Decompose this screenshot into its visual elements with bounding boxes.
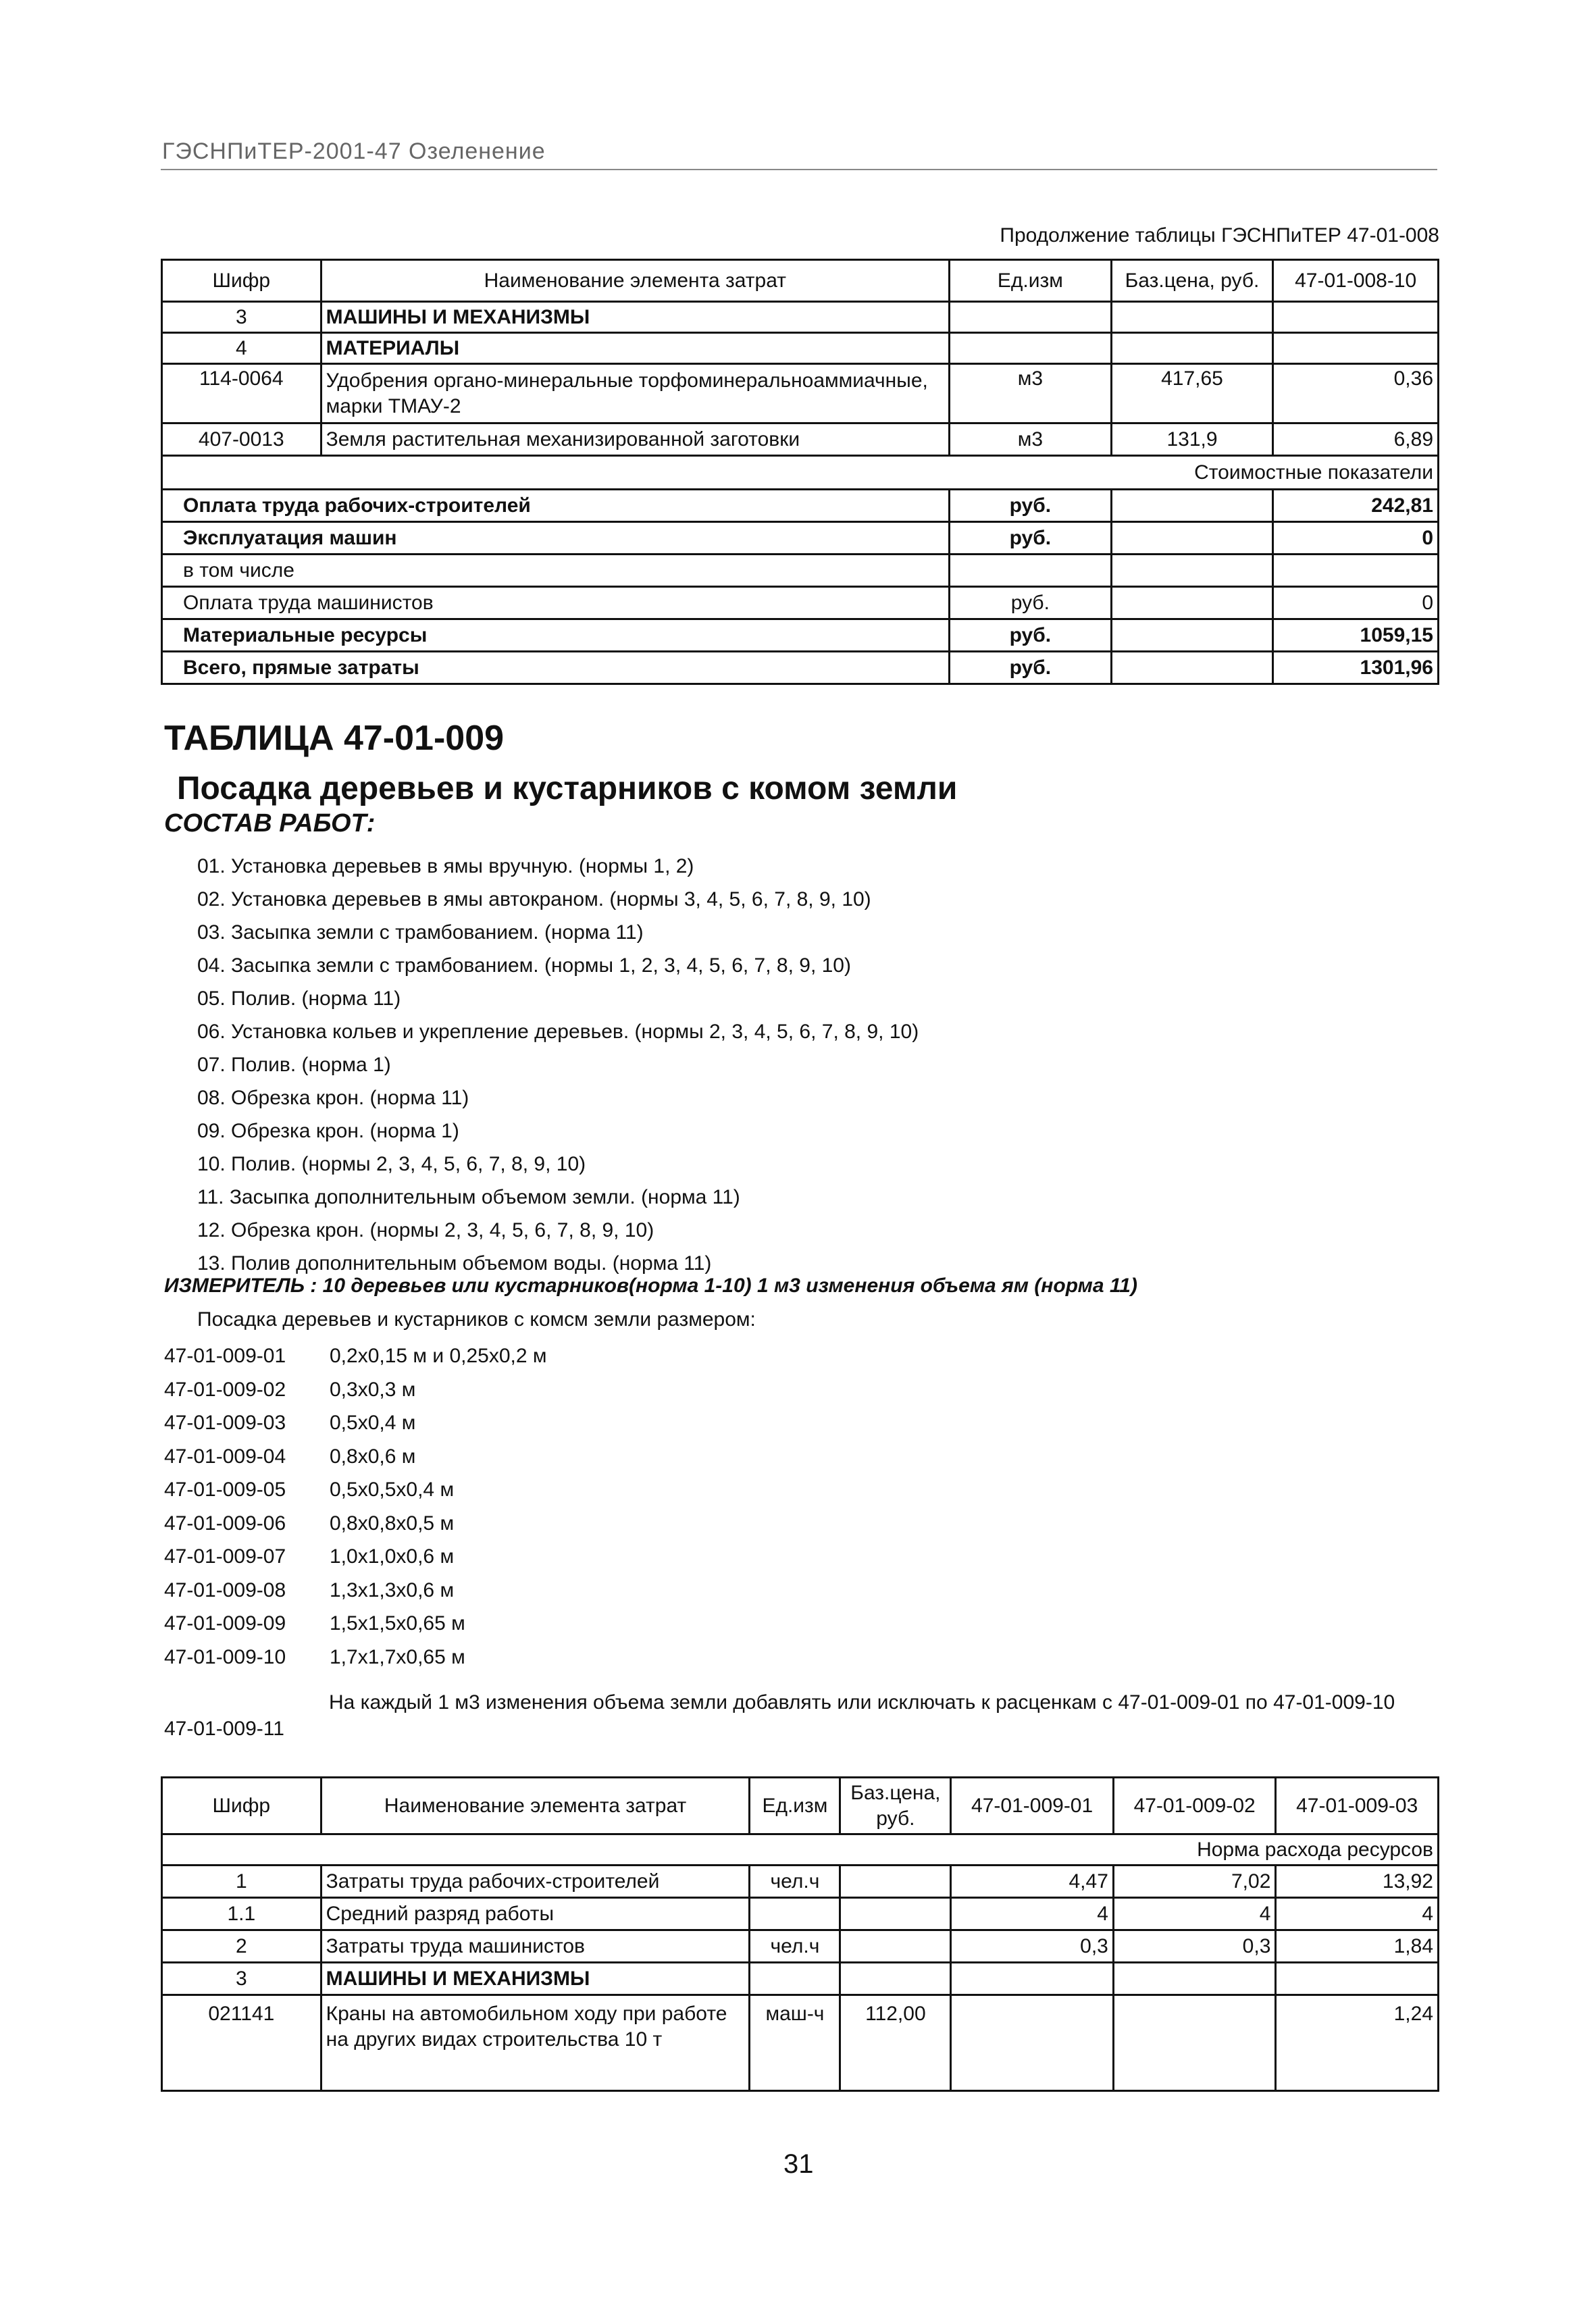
list-item (164, 1641, 547, 1674)
cell-unit: чел.ч (750, 1866, 840, 1898)
list-item (164, 1440, 547, 1474)
col-header: 47-01-009-01 (951, 1778, 1114, 1834)
size-value: 0,5х0,5х0,4 м (330, 1479, 455, 1501)
cost-price (1111, 587, 1273, 619)
cost-value: 242,81 (1273, 490, 1439, 522)
cost-unit: руб. (950, 619, 1112, 652)
cell-value: 1,24 (1276, 1995, 1439, 2091)
cost-price (1111, 652, 1273, 684)
table-row (162, 302, 1439, 333)
col-header: Баз.цена, руб. (840, 1778, 951, 1834)
planting-intro: Посадка деревьев и кустарников с комсм земли размером: (197, 1308, 756, 1331)
norm-header-row (162, 1834, 1439, 1866)
cell-unit: чел.ч (750, 1930, 840, 1963)
cell-name: Затраты труда рабочих-строителей (321, 1866, 750, 1898)
list-item (164, 1607, 547, 1641)
cell-price (840, 1930, 951, 1963)
size-value: 0,8х0,6 м (330, 1445, 416, 1468)
cell-value: 0,3 (1113, 1930, 1276, 1963)
cost-row (162, 522, 1439, 555)
col-header: Ед.изм (950, 260, 1112, 302)
col-header: Наименование элемента затрат (321, 260, 949, 302)
cost-row (162, 619, 1439, 652)
col-header: Наименование элемента затрат (321, 1778, 750, 1834)
resource-table-47-01-008 (161, 259, 1439, 685)
size-value: 0,8х0,8х0,5 м (330, 1512, 455, 1535)
cost-label: Эксплуатация машин (162, 522, 950, 555)
cell-name: МАТЕРИАЛЫ (321, 333, 949, 364)
cost-value: 1301,96 (1273, 652, 1439, 684)
size-value: 1,0х1,0х0,6 м (330, 1545, 455, 1568)
cell-name: Средний разряд работы (321, 1898, 750, 1930)
cell-code: 1.1 (162, 1898, 321, 1930)
cell-value: 0,3 (951, 1930, 1114, 1963)
cell-price (840, 1963, 951, 1995)
cell-price: 417,65 (1111, 364, 1273, 423)
cell-value: 13,92 (1276, 1866, 1439, 1898)
cost-row (162, 652, 1439, 684)
section-title: ТАБЛИЦА 47-01-009 (164, 719, 505, 758)
continuation-note: Продолжение таблицы ГЭСНПиТЕР 47-01-008 (1000, 224, 1439, 247)
cost-unit (950, 555, 1112, 587)
cell-name: МАШИНЫ И МЕХАНИЗМЫ (321, 302, 949, 333)
cell-price (1111, 333, 1273, 364)
cell-name: Удобрения органо-минеральные торфоминеральноаммиачные, марки ТМАУ-2 (321, 364, 949, 423)
cell-value (1276, 1963, 1439, 1995)
table-row (162, 364, 1439, 423)
table-row (162, 1866, 1439, 1898)
page-number: 31 (783, 2149, 814, 2179)
list-item (164, 1540, 547, 1574)
list-item (164, 1339, 547, 1373)
size-value: 1,5х1,5х0,65 м (330, 1612, 465, 1635)
cell-code: 4 (162, 333, 321, 364)
list-item: 12. Обрезка крон. (нормы 2, 3, 4, 5, 6, 7, 8, 9, 10) (197, 1219, 654, 1241)
cost-value: 0 (1273, 587, 1439, 619)
list-item: 01. Установка деревьев в ямы вручную. (нормы 1, 2) (197, 855, 694, 877)
cost-unit: руб. (950, 652, 1112, 684)
list-item: 04. Засыпка земли с трамбованием. (нормы 1, 2, 3, 4, 5, 6, 7, 8, 9, 10) (197, 954, 851, 977)
table-row (162, 1963, 1439, 1995)
list-item: 13. Полив дополнительным объемом воды. (норма 11) (197, 1252, 712, 1275)
list-item: 10. Полив. (нормы 2, 3, 4, 5, 6, 7, 8, 9, 10) (197, 1153, 586, 1175)
header-rule (161, 169, 1437, 170)
cell-unit (950, 333, 1112, 364)
list-item: 03. Засыпка земли с трамбованием. (норма 11) (197, 921, 644, 944)
cost-label: Материальные ресурсы (162, 619, 950, 652)
col-header: Шифр (162, 260, 321, 302)
table-row (162, 1995, 1439, 2091)
list-item: 06. Установка кольев и укрепление деревьев. (нормы 2, 3, 4, 5, 6, 7, 8, 9, 10) (197, 1021, 919, 1043)
norm-header: Норма расхода ресурсов (162, 1834, 1439, 1866)
cell-code: 1 (162, 1866, 321, 1898)
table-header-row (162, 1778, 1439, 1834)
measure-unit: ИЗМЕРИТЕЛЬ : 10 деревьев или кустарников(норма 1-10) 1 м3 изменения объема ям (норма 11) (164, 1275, 1137, 1297)
cost-row (162, 587, 1439, 619)
cell-value (1113, 1963, 1276, 1995)
cell-value: 4 (951, 1898, 1114, 1930)
cost-label: Оплата труда машинистов (162, 587, 950, 619)
cell-value (1273, 333, 1439, 364)
cell-code: 021141 (162, 1995, 321, 2091)
table-row (162, 423, 1439, 456)
cost-value: 1059,15 (1273, 619, 1439, 652)
cell-value (951, 1995, 1114, 2091)
cell-value: 4 (1276, 1898, 1439, 1930)
list-item (164, 1574, 547, 1608)
cost-header-row (162, 456, 1439, 490)
cell-value (1113, 1995, 1276, 2091)
size-code: 47-01-009-05 (164, 1479, 286, 1501)
cell-unit: маш-ч (750, 1995, 840, 2091)
cell-value: 0,36 (1273, 364, 1439, 423)
resource-table-47-01-009 (161, 1776, 1439, 2092)
cost-unit: руб. (950, 587, 1112, 619)
list-item (164, 1473, 547, 1507)
table-row (162, 1930, 1439, 1963)
list-item (164, 1507, 547, 1541)
cost-price (1111, 522, 1273, 555)
cost-value: 0 (1273, 522, 1439, 555)
cost-label: Оплата труда рабочих-строителей (162, 490, 950, 522)
works-list (197, 850, 919, 1280)
col-header: Шифр (162, 1778, 321, 1834)
cell-name: Затраты труда машинистов (321, 1930, 750, 1963)
cell-code: 407-0013 (162, 423, 321, 456)
col-header: Ед.изм (750, 1778, 840, 1834)
size-value: 0,2х0,15 м и 0,25х0,2 м (330, 1345, 547, 1367)
cell-name: Земля растительная механизированной заготовки (321, 423, 949, 456)
cell-name: Краны на автомобильном ходу при работе на других видах строительства 10 т (321, 1995, 750, 2091)
size-code: 47-01-009-01 (164, 1345, 286, 1367)
cell-unit (750, 1963, 840, 1995)
size-code: 47-01-009-09 (164, 1612, 286, 1635)
document-header: ГЭСНПиТЕР-2001-47 Озеленение (162, 138, 546, 164)
cell-value: 6,89 (1273, 423, 1439, 456)
cell-unit (950, 302, 1112, 333)
col-header: 47-01-009-03 (1276, 1778, 1439, 1834)
cell-price: 112,00 (840, 1995, 951, 2091)
size-code: 47-01-009-07 (164, 1545, 286, 1568)
list-item: 05. Полив. (норма 11) (197, 987, 401, 1010)
cell-price: 131,9 (1111, 423, 1273, 456)
size-code: 47-01-009-08 (164, 1578, 286, 1601)
cell-code: 3 (162, 302, 321, 333)
cell-value: 7,02 (1113, 1866, 1276, 1898)
cell-price (840, 1866, 951, 1898)
cell-price (840, 1898, 951, 1930)
cell-name: МАШИНЫ И МЕХАНИЗМЫ (321, 1963, 750, 1995)
list-item (164, 1406, 547, 1440)
cell-code: 2 (162, 1930, 321, 1963)
col-header: 47-01-008-10 (1273, 260, 1439, 302)
cell-value: 4,47 (951, 1866, 1114, 1898)
size-value: 1,7х1,7х0,65 м (330, 1645, 465, 1668)
cost-label: Всего, прямые затраты (162, 652, 950, 684)
cell-value (1273, 302, 1439, 333)
table-row (162, 333, 1439, 364)
cell-price (1111, 302, 1273, 333)
cell-value: 4 (1113, 1898, 1276, 1930)
list-item: 07. Полив. (норма 1) (197, 1054, 391, 1076)
size-code: 47-01-009-03 (164, 1412, 286, 1434)
size-code: 47-01-009-02 (164, 1378, 286, 1401)
size-value: 0,3х0,3 м (330, 1378, 416, 1401)
list-item (164, 1373, 547, 1407)
cost-row (162, 555, 1439, 587)
size-list (164, 1339, 547, 1674)
cell-value (951, 1963, 1114, 1995)
cost-header: Стоимостные показатели (162, 456, 1439, 490)
size-code: 47-01-009-10 (164, 1645, 286, 1668)
cost-label: в том числе (162, 555, 950, 587)
cell-code: 114-0064 (162, 364, 321, 423)
table-row (162, 1898, 1439, 1930)
list-item: 02. Установка деревьев в ямы автокраном. (нормы 3, 4, 5, 6, 7, 8, 9, 10) (197, 888, 871, 910)
cost-price (1111, 490, 1273, 522)
cost-row (162, 490, 1439, 522)
cell-code: 3 (162, 1963, 321, 1995)
table-header-row (162, 260, 1439, 302)
list-item: 08. Обрезка крон. (норма 11) (197, 1087, 469, 1109)
extra-norm-text: На каждый 1 м3 изменения объема земли добавлять или исключать к расценкам с 47-01-009-01 по 47-01-009-10 (329, 1691, 1395, 1714)
cost-price (1111, 555, 1273, 587)
size-value: 1,3х1,3х0,6 м (330, 1578, 455, 1601)
cell-unit: м3 (950, 423, 1112, 456)
col-header: 47-01-009-02 (1113, 1778, 1276, 1834)
cost-unit: руб. (950, 490, 1112, 522)
list-item: 11. Засыпка дополнительным объемом земли. (норма 11) (197, 1186, 740, 1208)
col-header: Баз.цена, руб. (1111, 260, 1273, 302)
cost-price (1111, 619, 1273, 652)
size-code: 47-01-009-04 (164, 1445, 286, 1468)
size-value: 0,5х0,4 м (330, 1412, 416, 1434)
extra-norm-code: 47-01-009-11 (164, 1718, 284, 1740)
section-subtitle: Посадка деревьев и кустарников с комом земли (177, 771, 958, 806)
cost-unit: руб. (950, 522, 1112, 555)
cell-unit (750, 1898, 840, 1930)
cell-value: 1,84 (1276, 1930, 1439, 1963)
cost-value (1273, 555, 1439, 587)
size-code: 47-01-009-06 (164, 1512, 286, 1535)
cell-unit: м3 (950, 364, 1112, 423)
works-heading: СОСТАВ РАБОТ: (164, 809, 376, 838)
list-item: 09. Обрезка крон. (норма 1) (197, 1120, 459, 1142)
